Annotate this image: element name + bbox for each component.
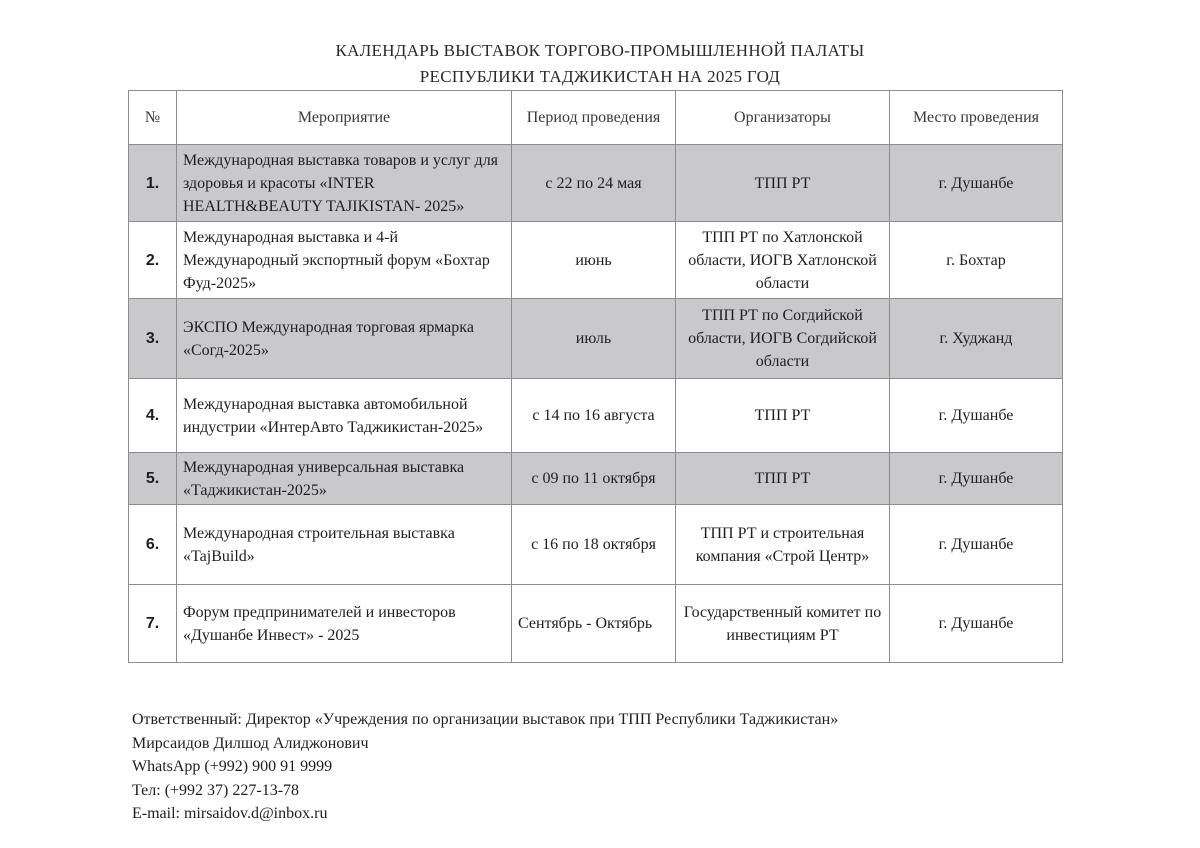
event-organizers: ТПП РТ bbox=[676, 379, 890, 453]
exhibition-calendar-table bbox=[128, 90, 1063, 663]
event-period: июнь bbox=[512, 222, 676, 299]
title-line-2: РЕСПУБЛИКИ ТАДЖИКИСТАН НА 2025 ГОД bbox=[419, 67, 781, 86]
event-period: с 14 по 16 августа bbox=[512, 379, 676, 453]
event-name: Форум предпринимателей и инвесторов «Душанбе Инвест» - 2025 bbox=[177, 585, 512, 663]
event-organizers: ТПП РТ bbox=[676, 453, 890, 505]
table-row bbox=[129, 585, 1063, 663]
event-name: ЭКСПО Международная торговая ярмарка «Согд-2025» bbox=[177, 299, 512, 379]
event-period: Сентябрь - Октябрь bbox=[512, 585, 676, 663]
event-organizers: ТПП РТ bbox=[676, 145, 890, 222]
event-organizers: ТПП РТ и строительная компания «Строй Центр» bbox=[676, 505, 890, 585]
title-line-1: КАЛЕНДАРЬ ВЫСТАВОК ТОРГОВО-ПРОМЫШЛЕННОЙ ПАЛАТЫ bbox=[335, 41, 865, 60]
header-num: № bbox=[129, 91, 177, 145]
event-place: г. Худжанд bbox=[890, 299, 1063, 379]
row-number: 1. bbox=[129, 145, 177, 222]
header-event: Мероприятие bbox=[177, 91, 512, 145]
email-line: E-mail: mirsaidov.d@inbox.ru bbox=[132, 805, 328, 822]
event-name: Международная строительная выставка «TajBuild» bbox=[177, 505, 512, 585]
table-row bbox=[129, 145, 1063, 222]
event-name: Международная выставка автомобильной индустрии «ИнтерАвто Таджикистан-2025» bbox=[177, 379, 512, 453]
phone-line: Тел: (+992 37) 227-13-78 bbox=[132, 781, 300, 799]
document-title bbox=[0, 38, 1200, 90]
event-place: г. Бохтар bbox=[890, 222, 1063, 299]
event-period: с 16 по 18 октября bbox=[512, 505, 676, 585]
table-row bbox=[129, 299, 1063, 379]
row-number: 6. bbox=[129, 505, 177, 585]
contact-footer bbox=[132, 708, 838, 826]
event-period: июль bbox=[512, 299, 676, 379]
event-name: Международная выставка товаров и услуг для здоровья и красоты «INTER HEALTH&BEAUTY TAJIKISTAN- 2025» bbox=[177, 145, 512, 222]
header-place: Место проведения bbox=[890, 91, 1063, 145]
event-place: г. Душанбе bbox=[890, 379, 1063, 453]
event-name: Международная выставка и 4-й Международный экспортный форум «Бохтар Фуд-2025» bbox=[177, 222, 512, 299]
event-place: г. Душанбе bbox=[890, 505, 1063, 585]
table-header-row bbox=[129, 91, 1063, 145]
event-organizers: ТПП РТ по Хатлонской области, ИОГВ Хатлонской области bbox=[676, 222, 890, 299]
event-name: Международная универсальная выставка «Таджикистан-2025» bbox=[177, 453, 512, 505]
header-organizers: Организаторы bbox=[676, 91, 890, 145]
event-place: г. Душанбе bbox=[890, 145, 1063, 222]
event-period: с 09 по 11 октября bbox=[512, 453, 676, 505]
row-number: 5. bbox=[129, 453, 177, 505]
event-organizers: Государственный комитет по инвестициям РТ bbox=[676, 585, 890, 663]
table-row bbox=[129, 453, 1063, 505]
whatsapp-line: WhatsApp (+992) 900 91 9999 bbox=[132, 758, 333, 775]
row-number: 4. bbox=[129, 379, 177, 453]
event-period: с 22 по 24 мая bbox=[512, 145, 676, 222]
responsible-name: Мирсаидов Дилшод Алиджонович bbox=[132, 734, 369, 752]
row-number: 2. bbox=[129, 222, 177, 299]
responsible-line: Ответственный: Директор «Учреждения по организации выставок при ТПП Республики Таджикистан» bbox=[132, 711, 839, 728]
row-number: 7. bbox=[129, 585, 177, 663]
event-place: г. Душанбе bbox=[890, 585, 1063, 663]
event-organizers: ТПП РТ по Согдийской области, ИОГВ Согдийской области bbox=[676, 299, 890, 379]
table-row bbox=[129, 222, 1063, 299]
table-row bbox=[129, 379, 1063, 453]
table-row bbox=[129, 505, 1063, 585]
header-period: Период проведения bbox=[512, 91, 676, 145]
event-place: г. Душанбе bbox=[890, 453, 1063, 505]
row-number: 3. bbox=[129, 299, 177, 379]
